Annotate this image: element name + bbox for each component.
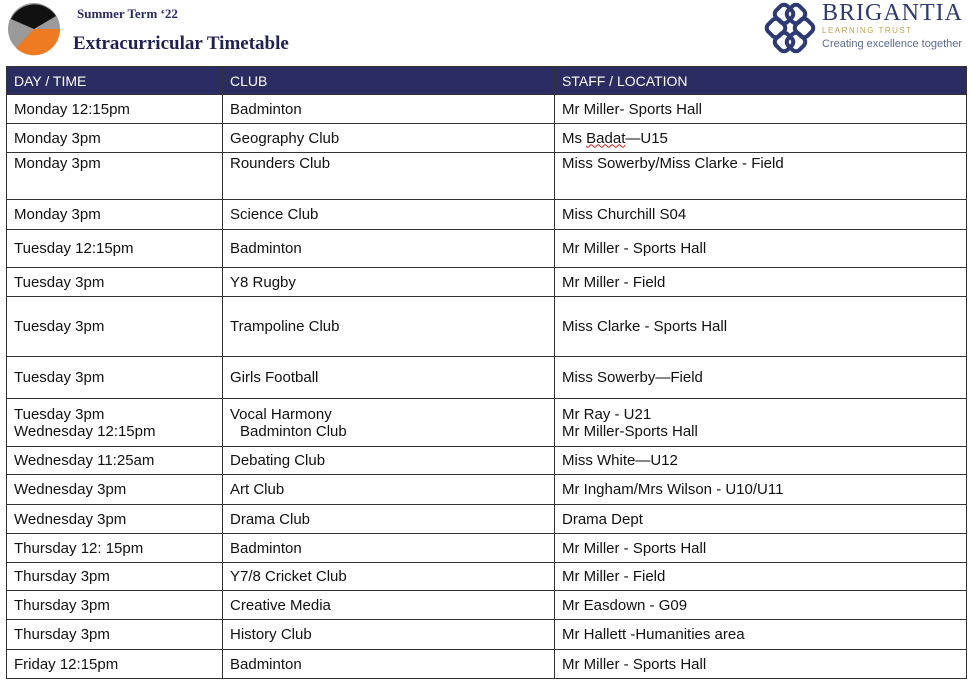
club-cell: Science Club: [223, 200, 555, 230]
day-time-line: Tuesday 3pm: [14, 405, 105, 423]
club-cell: Rounders Club: [223, 153, 555, 200]
table-row: [7, 475, 967, 505]
club-cell: Trampoline Club: [223, 297, 555, 357]
club-cell: Badminton: [223, 95, 555, 124]
staff-cell: Miss White—U12: [555, 447, 967, 475]
club-cell: Creative Media: [223, 591, 555, 620]
table-row: [7, 534, 967, 563]
staff-cell: Mr Miller- Sports Hall: [555, 95, 967, 124]
page-title: Extracurricular Timetable: [73, 33, 289, 54]
table-row: [7, 447, 967, 475]
table-row: [7, 591, 967, 620]
staff-cell: Miss Sowerby/Miss Clarke - Field: [555, 153, 967, 200]
club-cell: Art Club: [223, 475, 555, 505]
spelling-flagged-text: Badat: [586, 129, 626, 147]
staff-cell: Miss Clarke - Sports Hall: [555, 297, 967, 357]
staff-cell: Drama Dept: [555, 505, 967, 534]
staff-cell: Mr Miller - Sports Hall: [555, 650, 967, 679]
table-row: [7, 200, 967, 230]
table-row: [7, 230, 967, 268]
day-time-cell: Tuesday 12:15pm: [7, 230, 223, 268]
day-time-cell: Tuesday 3pm: [7, 297, 223, 357]
staff-cell: [555, 399, 967, 447]
club-cell: Badminton: [223, 230, 555, 268]
staff-cell: Mr Easdown - G09: [555, 591, 967, 620]
timetable: [6, 66, 967, 679]
day-time-cell: Monday 3pm: [7, 200, 223, 230]
trust-tagline: Creating excellence together: [822, 38, 963, 50]
day-time-cell: Monday 12:15pm: [7, 95, 223, 124]
table-row: [7, 95, 967, 124]
staff-cell: Miss Churchill S04: [555, 200, 967, 230]
celtic-knot-icon: [764, 2, 816, 54]
club-cell: Badminton: [223, 650, 555, 679]
staff-line: Mr Ray - U21: [562, 405, 652, 423]
club-line: Badminton Club: [240, 422, 347, 440]
day-time-cell: Tuesday 3pm: [7, 357, 223, 399]
day-time-cell: Thursday 3pm: [7, 563, 223, 591]
day-time-cell: Monday 3pm: [7, 153, 223, 200]
staff-text: Ms: [562, 129, 587, 147]
trust-logo: [764, 2, 964, 54]
column-header-staff-location: STAFF / LOCATION: [555, 67, 967, 95]
day-time-cell: Thursday 3pm: [7, 620, 223, 650]
day-time-cell: Wednesday 3pm: [7, 505, 223, 534]
document-header: [0, 0, 969, 66]
table-row: [7, 563, 967, 591]
day-time-cell: Monday 3pm: [7, 124, 223, 153]
club-line: Vocal Harmony: [230, 405, 332, 423]
staff-cell: Mr Miller - Field: [555, 563, 967, 591]
column-header-day-time: DAY / TIME: [7, 67, 223, 95]
staff-cell: Miss Sowerby—Field: [555, 357, 967, 399]
table-row: [7, 399, 967, 447]
staff-cell: Mr Miller - Field: [555, 268, 967, 297]
club-cell: Badminton: [223, 534, 555, 563]
table-row: [7, 153, 967, 200]
staff-cell: Mr Miller - Sports Hall: [555, 534, 967, 563]
table-row: [7, 357, 967, 399]
day-time-cell: Tuesday 3pm: [7, 268, 223, 297]
club-cell: Y7/8 Cricket Club: [223, 563, 555, 591]
day-time-cell: Thursday 3pm: [7, 591, 223, 620]
club-cell: Y8 Rugby: [223, 268, 555, 297]
trust-name: BRIGANTIA: [822, 0, 963, 26]
staff-cell: Mr Hallett -Humanities area: [555, 620, 967, 650]
club-cell: Drama Club: [223, 505, 555, 534]
day-time-line: Wednesday 12:15pm: [14, 422, 156, 440]
club-cell: [223, 399, 555, 447]
club-cell: Geography Club: [223, 124, 555, 153]
staff-text: —U15: [625, 129, 668, 147]
club-cell: Debating Club: [223, 447, 555, 475]
table-row: [7, 505, 967, 534]
staff-cell: [555, 124, 967, 153]
table-row: [7, 124, 967, 153]
trust-subtitle: LEARNING TRUST: [822, 26, 913, 35]
staff-cell: Mr Miller - Sports Hall: [555, 230, 967, 268]
club-cell: Girls Football: [223, 357, 555, 399]
day-time-cell: Friday 12:15pm: [7, 650, 223, 679]
club-cell: History Club: [223, 620, 555, 650]
day-time-cell: Wednesday 3pm: [7, 475, 223, 505]
column-header-club: CLUB: [223, 67, 555, 95]
table-row: [7, 297, 967, 357]
day-time-cell: Thursday 12: 15pm: [7, 534, 223, 563]
staff-line: Mr Miller-Sports Hall: [562, 422, 698, 440]
table-row: [7, 620, 967, 650]
school-logo: [6, 1, 62, 57]
table-row: [7, 650, 967, 679]
day-time-cell: Wednesday 11:25am: [7, 447, 223, 475]
staff-cell: Mr Ingham/Mrs Wilson - U10/U11: [555, 475, 967, 505]
table-row: [7, 268, 967, 297]
term-label: Summer Term ‘22: [77, 6, 178, 21]
day-time-cell: [7, 399, 223, 447]
table-header-row: [7, 67, 967, 95]
